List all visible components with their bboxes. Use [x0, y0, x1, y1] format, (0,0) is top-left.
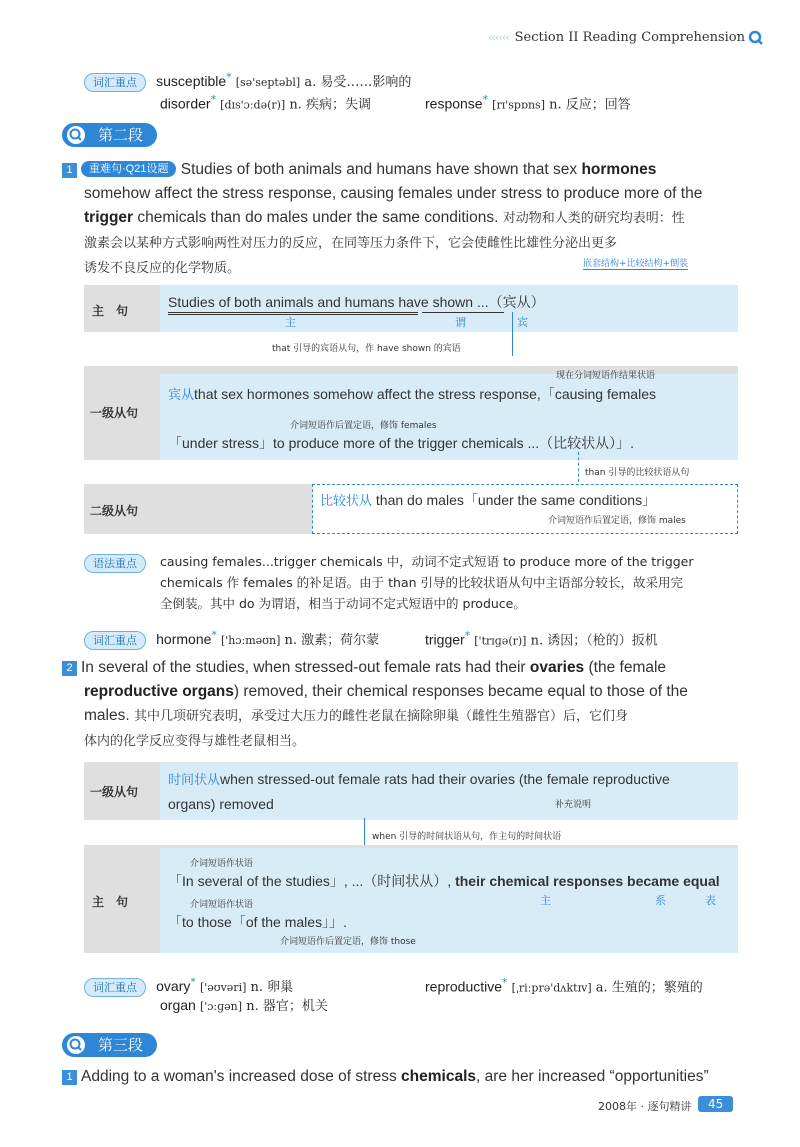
grammar-label-wrap: 语法重点: [84, 552, 146, 573]
section-heading-3: 第三段: [62, 1033, 157, 1057]
grammar-note: causing females...trigger chemicals 中，动词不定式短语 to produce more of the trigger chemicals 作 females 的补足语。由于 than 引导的比较状语从句中主语部分较长，故采用完 全倒装。其中 do 为谓语，相当于动词不定式短语中的 produce。: [160, 554, 694, 611]
level1-label: 一级从句: [90, 406, 139, 420]
vocab-label: 词汇重点: [84, 73, 146, 92]
note-adverbial-2: 介词短语作状语: [190, 900, 254, 910]
note-when-clause: when 引导的时间状语从句，作主句的时间状语: [372, 832, 562, 842]
role-subject-2: 主: [540, 894, 551, 907]
running-header: [488, 30, 745, 45]
magnifier-icon: [66, 1035, 86, 1055]
d2-level1-sentence-a: 时间状从when stressed-out female rats had their ovaries (the female reproductive: [168, 771, 670, 787]
header-title: Section II Reading Comprehension: [514, 30, 745, 45]
section-heading-2: 第二段: [62, 123, 157, 147]
vocab-entry-trigger: trigger* ['trɪɡə(r)] n. 诱因；（枪的）扳机: [425, 629, 658, 649]
note-that-clause: that 引导的宾语从句，作 have shown 的宾语: [272, 344, 461, 354]
d2-level1-sentence-b: organs) removed: [168, 796, 274, 812]
d2-main-label: 主 句: [92, 895, 129, 909]
structure-note: 嵌套结构+比较结构+倒装: [583, 256, 688, 270]
paragraph-3: 1 Adding to a woman's increased dose of stress chemicals, are her increased “opportunities”: [62, 1065, 752, 1089]
sentence-number: 1: [62, 163, 77, 178]
d2-level1-label: 一级从句: [90, 785, 139, 799]
paragraph-1: 1 重难句·Q21设题 Studies of both animals and humans have shown that sex hormones somehow affect the stress response, causing females under stress to produce more of the trigger chemicals than do males under the same conditions. 对动物和人类的研究均表明：性 激素会以某种方式影响两性对压力的反应，在同等压力条件下，它会使雌性比雄性分泌出更多 诱发不良反应的化学物质。: [62, 158, 752, 281]
predicate-underline: [422, 312, 504, 313]
difficulty-tag: 重难句·Q21设题: [81, 161, 176, 177]
magnifier-icon: [748, 30, 764, 46]
connector-line: [512, 312, 513, 356]
vocab-entry-organ: organ ['ɔːɡən] n. 器官；机关: [160, 997, 328, 1014]
magnifier-icon: [66, 125, 86, 145]
role-object: 宾: [517, 316, 528, 329]
main-clause-label: 主 句: [92, 304, 129, 318]
d2-main-sentence-a: 「In several of the studies」, ...（时间状从）, their chemical responses became equal: [168, 873, 720, 889]
sentence-number: 2: [62, 661, 77, 676]
d2-main-sentence-b: 「to those「of the males」」.: [168, 914, 347, 930]
level2-label: 二级从句: [90, 504, 139, 518]
sentence-number: 1: [62, 1070, 77, 1085]
role-predicate: 谓: [455, 316, 466, 329]
vocab-entry-reproductive: reproductive* [ˌriːprə'dʌktɪv] a. 生殖的；繁殖的: [425, 976, 703, 996]
level1-sentence-b: 「under stress」to produce more of the trigger chemicals ...（比较状从）」.: [168, 435, 635, 451]
paragraph-2: 2 In several of the studies, when stressed-out female rats had their ovaries (the female reproductive organs) removed, their chemical responses became equal to those of the males. 其中几项研究表明，承受过大压力的雌性老鼠在摘除卵巢（雌性生殖器官）后，它们身 体内的化学反应变得与雄性老鼠相当。: [62, 656, 752, 754]
vocab-block-1: 词汇重点 susceptible* [sə'septəbl] a. 易受……影响的: [84, 68, 764, 93]
note-prep-females: 介词短语作后置定语，修饰 females: [290, 421, 437, 431]
arrows-decoration: ‹‹‹‹‹‹: [488, 31, 509, 44]
role-predicative: 表: [705, 894, 716, 907]
vocab-entry-disorder: disorder* [dɪs'ɔːdə(r)] n. 疾病；失调: [160, 93, 372, 113]
connector-dashed: [578, 452, 580, 482]
note-participle: 现在分词短语作结果状语: [556, 371, 656, 381]
note-prep-those: 介词短语作后置定语，修饰 those: [280, 937, 416, 947]
vocab-entry-response: response* [rɪ'spɒns] n. 反应；回答: [425, 93, 631, 113]
vocab-block-3: 词汇重点 ovary* ['əʊvəri] n. 卵巢: [84, 973, 424, 998]
main-clause-sentence: Studies of both animals and humans have shown ...（宾从）: [168, 294, 545, 310]
role-link: 系: [655, 894, 666, 907]
vocab-block-2: 词汇重点 hormone* ['hɔːməʊn] n. 激素；荷尔蒙: [84, 626, 764, 651]
note-adverbial-1: 介词短语作状语: [190, 859, 254, 869]
note-prep-males: 介词短语作后置定语，修饰 males: [548, 516, 686, 526]
level2-sentence: 比较状从 than do males「under the same conditions」: [320, 492, 657, 508]
page-number: 45: [698, 1096, 733, 1112]
footer-book-title: 2008年 · 逐句精讲: [598, 1100, 692, 1113]
role-subject: 主: [285, 316, 296, 329]
note-than-clause: than 引导的比较状语从句: [585, 468, 690, 478]
note-supplement: 补充说明: [555, 800, 592, 810]
level1-sentence-a: 宾从that sex hormones somehow affect the stress response,「causing females: [168, 386, 656, 402]
